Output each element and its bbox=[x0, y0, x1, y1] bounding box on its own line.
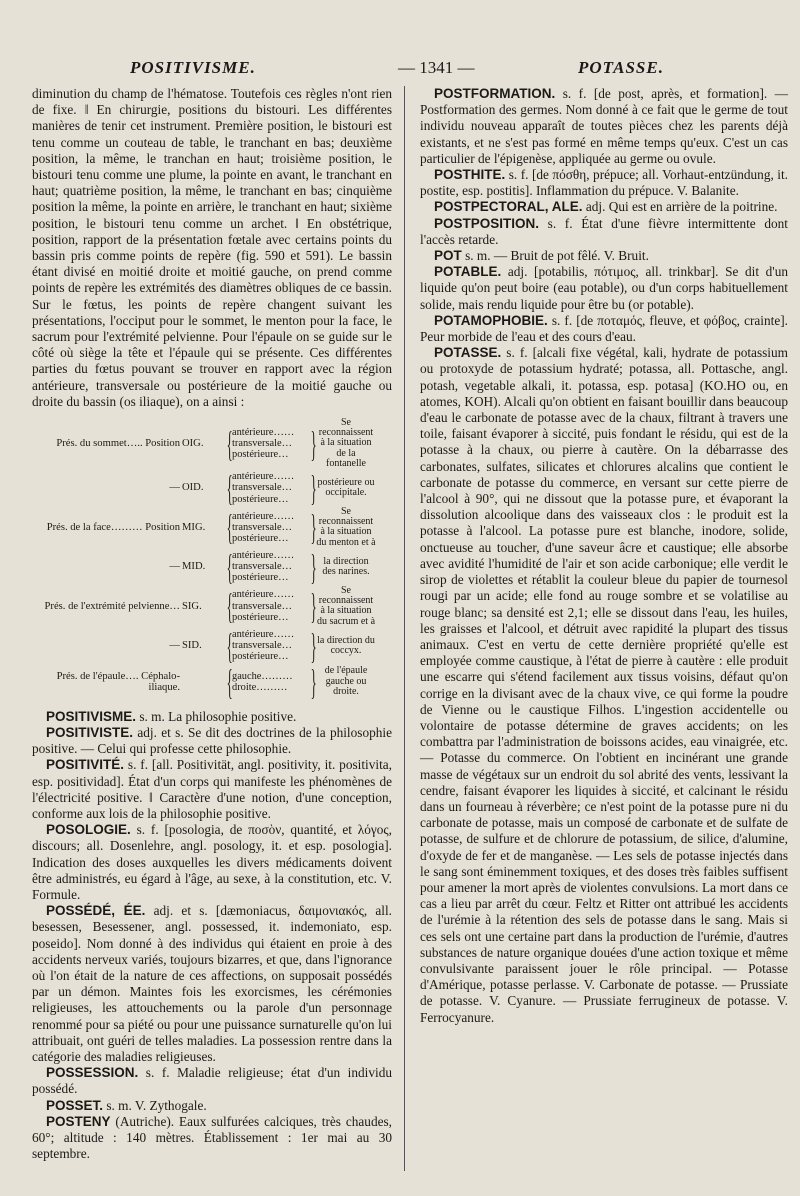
entry-headword: POSITIVITÉ. bbox=[46, 757, 125, 773]
entry-definition: s. m. La philosophie positive. bbox=[136, 708, 297, 724]
variant-item: droite……… bbox=[232, 681, 288, 693]
brace-left: { bbox=[226, 586, 233, 627]
presentation-label: Prés. de l'épaule…. Céphalo-iliaque. bbox=[56, 670, 180, 693]
brace-right: } bbox=[310, 546, 317, 587]
brace-right: } bbox=[310, 423, 317, 464]
dictionary-entry bbox=[420, 345, 788, 1026]
dictionary-entry bbox=[32, 1065, 392, 1097]
table-row bbox=[32, 418, 392, 469]
left-entries bbox=[32, 709, 392, 1163]
dictionary-entry bbox=[420, 86, 788, 167]
brace-right: } bbox=[310, 586, 317, 627]
entry-headword: POSITIVISTE. bbox=[46, 724, 134, 740]
table-row bbox=[32, 507, 392, 548]
position-code: SIG. bbox=[182, 600, 202, 612]
table-row bbox=[32, 468, 392, 509]
entry-headword: POT bbox=[434, 248, 462, 264]
recognition-note: la direction du coccyx. bbox=[317, 634, 375, 656]
page-number: — 1341 — bbox=[398, 58, 475, 77]
dictionary-entry bbox=[420, 313, 788, 345]
presentation-table bbox=[32, 417, 392, 702]
variant-list bbox=[232, 550, 308, 584]
entry-headword: POSTPECTORAL, ALE. bbox=[434, 199, 583, 215]
table-row bbox=[32, 546, 392, 587]
entry-headword: POSSET. bbox=[46, 1097, 104, 1113]
presentation-label: — bbox=[169, 482, 180, 494]
variant-item: transversale… bbox=[232, 561, 293, 573]
dictionary-entry bbox=[32, 903, 392, 1065]
variant-item: transversale… bbox=[232, 521, 293, 533]
variant-item: antérieure…… bbox=[232, 628, 295, 640]
variant-item: transversale… bbox=[232, 600, 293, 612]
table-row bbox=[32, 661, 392, 702]
entry-definition: s. m. V. Zythogale. bbox=[103, 1097, 207, 1113]
variant-item: antérieure…… bbox=[232, 426, 295, 438]
recognition-note: Se reconnaissent à la situation de la fontanelle bbox=[318, 417, 374, 469]
variant-item: antérieure…… bbox=[232, 510, 295, 522]
presentation-label: Prés. de l'extrémité pelvienne… bbox=[44, 600, 180, 612]
variant-list bbox=[232, 671, 308, 693]
dictionary-entry bbox=[32, 1098, 392, 1114]
entry-definition: s. f. [alcali fixe végétal, kali, hydrate de potassium ou protoxyde de potassium hydraté; potassa, all. Pottasche, angl. potash, vegetable alkali, it. potassa, esp. potasa] (KO.HO ou, en atomes, KOH). Alcali qu'on obtient en faisant bouillir dans beaucoup d'eau le carbonate de potasse avec de la chaux, filtrant à travers une toile, faisant évaporer à siccité, puis fondant le résidu, qui est de la potasse à la chaux, ou pierre à cautère. On la débarrasse des carbonates, sulfates, silicates et chlorures alcalins que contient le carbonate de potasse du commerce, en versant sur cette pierre de l'alcool à 90°, qui ne dissout que la potasse pure, et évaporant la dissolution alcoolique dans des vaisseaux clos : le produit est la potasse à l'alcool. La potasse pure est blanche, inodore, solide, onctueuse au toucher, d'une saveur âcre et caustique; elle absorbe avec avidité l'humidité de l'air et son acide carbonique; elle verdit le sirop de violettes et rétablit la couleur bleue du papier de tournesol rougi par un acide; elle fond au rouge sombre et se volatilise au rouge blanc; sa densité est 2,1; elle se dissout dans l'eau, les huiles, les graisses et l'alcool, et détruit avec rapidité la plupart des tissus animaux. C'est en vertu de cette dernière propriété qu'elle est employée comme caustique, à l'état de pierre à cautère : elle produit une escarre qui s'étend facilement aux tissus voisins, défaut qu'on corrige en la divisant avec de la chaux vive, ce qui forme la poudre de Vienne ou le caustique Filhos. L'ingestion accidentelle ou volontaire de potasse détermine de graves accidents; on les combattra par l'administration de boissons acides, eau vinaigrée, etc. — Potasse du commerce. On l'obtient en incinérant une grande masse de végétaux sur un endroit du sol abrité des vents, lessivant la cendre, faisant évaporer les liquides à siccité, et calcinant le résidu dans un fourneau à réverbère; ce n'est point de la potasse pure ni du carbonate de potasse, mais un composé de carbonate et de sulfate de potasse, de sulfure et de chlorure de potassium, de silice, d'alumine, d'oxyde de fer et de manganèse. — Les sels de potasse injectés dans le sang sont éminemment toxiques, et des doses très faibles suffisent pour amener la mort après de violentes convulsions. La mort dans ce cas a lieu par arrêt du cœur. Feltz et Ritter ont attribué les accidents de l'urémie à la rétention des sels de potasse dans le sang. Mais si ces sels ont une certaine part dans la production de l'urémie, d'autres substances de nature organique douées d'une action toxique et même convulsivante paraissent jouer le rôle principal. — Potasse d'Amérique, potasse perlasse. V. Carbonate de potasse. — Prussiate de potasse. V. Cyanure. — Prussiate ferrugineux de potasse. V. Ferrocyanure. bbox=[420, 345, 788, 1025]
header-right-word: POTASSE. bbox=[578, 58, 664, 77]
variant-item: transversale… bbox=[232, 640, 293, 652]
recognition-note: Se reconnaissent à la situation du sacrum et à bbox=[316, 584, 376, 627]
entry-headword: POTAMOPHOBIE. bbox=[434, 312, 548, 328]
entry-definition: adj. et s. Se dit des doctrines de la philosophie positive. — Celui qui professe cette philosophie. bbox=[32, 724, 392, 757]
position-code: MIG. bbox=[182, 521, 206, 533]
right-entries bbox=[420, 86, 788, 1026]
brace-left: { bbox=[226, 507, 233, 548]
dictionary-entry bbox=[32, 757, 392, 822]
dictionary-entry bbox=[32, 1114, 392, 1163]
position-code: SID. bbox=[182, 640, 202, 652]
presentation-label: — bbox=[169, 640, 180, 652]
variant-item: postérieure… bbox=[232, 651, 289, 663]
entry-headword: POSSESSION. bbox=[46, 1065, 139, 1081]
dictionary-entry bbox=[420, 199, 788, 215]
brace-left: { bbox=[226, 468, 233, 509]
variant-list bbox=[232, 471, 308, 505]
running-header bbox=[30, 58, 790, 80]
presentation-label: Prés. du sommet….. Position bbox=[56, 437, 180, 449]
position-code: OIG. bbox=[182, 437, 204, 449]
dictionary-entry bbox=[32, 822, 392, 903]
variant-list bbox=[232, 629, 308, 663]
variant-item: postérieure… bbox=[232, 533, 289, 545]
entry-definition: adj. Qui est en arrière de la poitrine. bbox=[582, 199, 778, 215]
entry-definition: s. f. [all. Positivität, angl. positivity, it. positivita, esp. positividad]. État d'un corps qui manifeste les phénomènes de l'électricité positive. ‖ Caractère d'une notion, d'une conception, conforme aux lois de la philosophie positive. bbox=[32, 757, 392, 821]
variant-item: antérieure…… bbox=[232, 550, 295, 562]
recognition-note: postérieure ou occipitale. bbox=[317, 476, 375, 499]
position-code: OID. bbox=[182, 482, 204, 494]
header-left-word: POSITIVISME. bbox=[130, 58, 256, 77]
variant-list bbox=[232, 427, 308, 461]
variant-item: transversale… bbox=[232, 482, 293, 494]
entry-headword: POSTPOSITION. bbox=[434, 215, 540, 231]
dictionary-entry bbox=[420, 167, 788, 199]
variant-item: transversale… bbox=[232, 437, 293, 449]
variant-item: postérieure… bbox=[232, 449, 289, 461]
entry-headword: POSTENY bbox=[46, 1113, 111, 1129]
entry-headword: POSITIVISME. bbox=[46, 708, 137, 724]
table-row bbox=[32, 586, 392, 627]
entry-headword: POSTFORMATION. bbox=[434, 86, 556, 101]
entry-definition: s. f. [posologia, de ποσὸν, quantité, et λόγος, discours; all. Dosenlehre, angl. posology, it. et esp. posologia]. Indication des doses auxquelles les divers médicaments doivent être administrés, eu égard à l'âge, au sexe, à la constitution, etc. V. Formule. bbox=[32, 822, 392, 902]
variant-list bbox=[232, 511, 308, 545]
dictionary-entry bbox=[420, 216, 788, 248]
entry-headword: POSSÉDÉ, ÉE. bbox=[46, 903, 146, 919]
entry-definition: s. f. [de πόσθη, prépuce; all. Vorhaut-entzündung, it. postite, esp. postitis]. Inflammation du prépuce. V. Balanite. bbox=[420, 167, 788, 199]
brace-right: } bbox=[310, 661, 317, 702]
brace-left: { bbox=[226, 661, 233, 702]
variant-item: antérieure…… bbox=[232, 471, 295, 483]
presentation-label: Prés. de la face……… Position bbox=[46, 521, 180, 533]
dictionary-entry bbox=[420, 264, 788, 313]
dictionary-entry bbox=[32, 725, 392, 757]
brace-left: { bbox=[226, 625, 233, 666]
left-column bbox=[32, 86, 392, 1162]
brace-left: { bbox=[226, 546, 233, 587]
entry-definition: adj. et s. [dæmoniacus, δαιμονιακός, all. besessen, Besessener, angl. possessed, it. indemoniato, esp. poseido]. Nom donné à des individus qui étaient en proie à des accidents nerveux variés, toujours bizarres, et que, dans l'ignorance où l'on était de la nature de ces affections, on supposait possédés par un démon. Maintes fois les exorcismes, les cérémonies religieuses, les attouchements ou la parole d'un personnage renommé pour sa piété ou pour une puissance surnaturelle qu'on lui attribuait, ont guéri de telles maladies. La possession rentre dans la catégorie des maladies religieuses. bbox=[32, 903, 392, 1064]
entry-headword: POSOLOGIE. bbox=[46, 822, 131, 838]
entry-definition: adj. [potabilis, πότιμος, all. trinkbar]. Se dit d'un liquide qu'on peut boire (eau potable), ou d'un corps habituellement solide, mais rendu liquide pour être bu (or potable). bbox=[420, 264, 788, 312]
entry-headword: POTABLE. bbox=[434, 264, 502, 280]
recognition-note: la direction des narines. bbox=[322, 555, 370, 577]
intro-paragraph: diminution du champ de l'hématose. Toutefois ces règles n'ont rien de fixe. ‖ En chirurgie, positions du bistouri. Les différentes manières de tenir cet instrument. Première position, le bistouri est tenu comme un couteau de table, le tranchant en bas; deuxième position, la même, le tranchan en haut; troisième position, le bistouri tenu comme une plume, la pointe en avant, le tranchant en haut; quatrième position, la même, le tranchant en bas; cinquième position la même, la pointe en arrière, le tranchant en haut; sixième position, le bistouri tenu comme un archet. ‖ En obstétrique, position, rapport de la présentation fœtale avec certains points du bassin pris comme points de repère (fig. 590 et 591). Le bassin étant divisé en moitié droite et moitié gauche, on prend comme points de repère les extrémités des diamètres obliques de ce bassin. Sur le fœtus, les points de repère changent suivant les présentations, l'occiput pour le sommet, le menton pour la face, le sacrum pour l'extrémité pelvienne. Pour l'épaule on se guide sur le côté où siège la tête et l'épaule qui se présente. Ces différentes parties du fœtus pouvant se trouver en rapport avec la région antérieure, transversale ou postérieure de la moitié gauche ou droite du bassin (os iliaque), on a ainsi : bbox=[32, 86, 392, 409]
column-divider bbox=[404, 86, 405, 1171]
variant-item: postérieure… bbox=[232, 611, 289, 623]
entry-headword: POTASSE. bbox=[434, 345, 502, 361]
brace-right: } bbox=[310, 507, 317, 548]
entry-definition: (Autriche). Eaux sulfurées calciques, très chaudes, 60°; altitude : 140 mètres. Établissement : 1er mai au 30 septembre. bbox=[32, 1113, 392, 1162]
dictionary-entry bbox=[420, 248, 788, 264]
variant-list bbox=[232, 589, 308, 623]
entry-definition: s. f. Maladie religieuse; état d'un individu possédé. bbox=[32, 1065, 392, 1097]
entry-definition: s. m. — Bruit de pot fêlé. V. Bruit. bbox=[461, 248, 649, 264]
entry-definition: s. f. [de post, après, et formation]. — Postformation des germes. Nom donné à ce fait que le germe de tout individu nouveau apparaît de toutes pièces chez les parents déjà existants, et ne s'est pas formé en même temps qu'eux. C'est un cas particulier de l'épigenèse, appliquée au germe ou ovule. bbox=[420, 86, 788, 166]
recognition-note: de l'épaule gauche ou droite. bbox=[324, 665, 368, 697]
entry-definition: s. f. État d'une fièvre intermittente dont l'accès retarde. bbox=[420, 215, 788, 247]
variant-item: gauche……… bbox=[232, 670, 293, 682]
position-code: MID. bbox=[182, 561, 206, 573]
variant-item: postérieure… bbox=[232, 572, 289, 584]
entry-definition: s. f. [de ποταμός, fleuve, et φόβος, crainte]. Peur morbide de l'eau et des cours d'eau. bbox=[420, 312, 788, 345]
presentation-label: — bbox=[169, 561, 180, 573]
dictionary-entry bbox=[32, 709, 392, 725]
right-column bbox=[420, 86, 788, 1026]
variant-item: postérieure… bbox=[232, 493, 289, 505]
variant-item: antérieure…… bbox=[232, 589, 295, 601]
brace-right: } bbox=[310, 468, 317, 509]
brace-left: { bbox=[226, 423, 233, 464]
entry-headword: POSTHITE. bbox=[434, 167, 506, 183]
brace-right: } bbox=[310, 625, 317, 666]
table-row bbox=[32, 625, 392, 666]
recognition-note: Se reconnaissent à la situation du menton et à bbox=[316, 506, 376, 548]
